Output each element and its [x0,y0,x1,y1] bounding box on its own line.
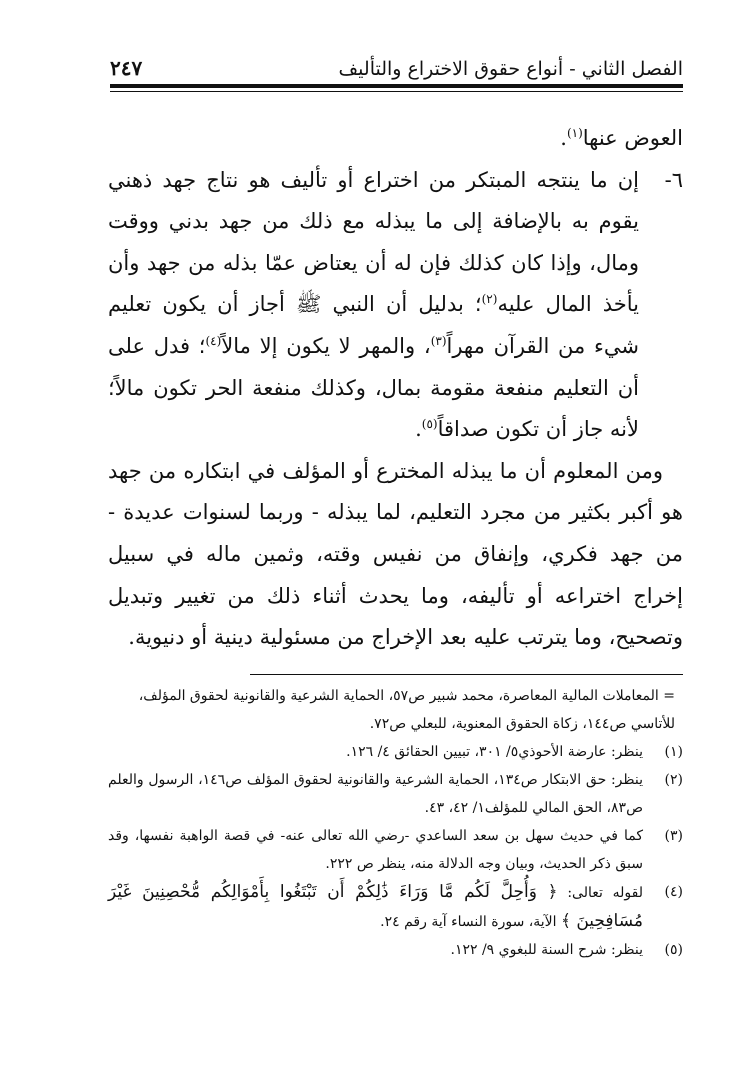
item-text [108,160,639,451]
item-text-a: إن ما ينتجه المبتكر من اختراع أو تأليف هو نتاج جهد ذهني يقوم به بالإضافة إلى ما يبذله مع ذلك من جهد بدني ووقت ومال، وإذا كان كذلك فإن له أن يعتاض عمّا بذله من جهد وأن يأخذ المال عليه [108,167,639,317]
footnote-marker: (٥) [664,942,683,958]
footnote-text: ينظر: عارضة الأحوذي٥/ ٣٠١، تبيين الحقائق ٤/ ١٢٦. [346,744,643,760]
footnote-marker: (٤) [664,884,683,900]
footnote-5 [108,936,683,964]
running-header [110,40,683,80]
footnote-lead: لقوله تعالى: [567,885,643,901]
paragraph-intro [108,118,683,160]
intro-end: . [560,126,567,150]
main-text [108,118,683,659]
footnote-ref-4: (٤) [205,333,222,348]
footnotes [108,682,683,964]
item-number: ٦- [664,167,683,192]
footnote-text: ينظر: حق الابتكار ص١٣٤، الحماية الشرعية والقانونية لحقوق المؤلف ص١٤٦، الرسول والعلم ص٨٣، الحق المالي للمؤلف١/ ٤٢، ٤٣. [108,772,644,816]
footnote-separator [250,674,683,675]
numbered-item-6 [108,160,683,451]
footnote-ref-3: (٣) [430,333,447,348]
footnote-ref-1: (١) [566,126,583,140]
header-rule-thick [110,84,683,88]
quran-verse: ﴿ وَأُحِلَّ لَكُم مَّا وَرَاءَ ذَٰلِكُمْ أَن تَبْتَغُوا بِأَمْوَالِكُم مُّحْصِنِينَ غَيْرَ مُسَافِحِينَ ﴾ [108,882,643,931]
page-number: ٢٤٧ [110,56,143,80]
item-text-e: . [415,417,422,442]
footnote-marker: (١) [664,744,683,760]
footnote-text [108,878,643,936]
header-rule-thin [110,91,683,92]
item-text-d: ؛ فدل على أن التعليم منفعة مقومة بمال، وكذلك منفعة الحر تكون مالاً؛ لأنه جاز أن تكون صداقاً [108,333,639,442]
footnote-ref-2: (٢) [481,292,498,307]
footnote-ref-5: (٥) [421,417,438,432]
item-text-b: ؛ بدليل أن النبي ﷺ أجاز أن يكون تعليم شيء من القرآن مهراً [108,292,639,358]
footnote-marker: (٣) [664,828,683,844]
item-text-c: ، والمهر لا يكون إلا مالاً [221,333,431,358]
footnote-marker: (٢) [664,772,683,788]
footnote-1 [108,738,683,766]
footnote-text: ينظر: شرح السنة للبغوي ٩/ ١٢٢. [450,942,643,958]
intro-text: العوض عنها [582,126,683,150]
footnote-2 [108,766,683,822]
chapter-title: الفصل الثاني - أنواع حقوق الاختراع والتأليف [338,58,683,80]
footnote-text: كما في حديث سهل بن سعد الساعدي -رضي الله تعالى عنه- في قصة الواهبة نفسها، وقد سبق ذكر الحديث، وبيان وجه الدلالة منه، ينظر ص ٢٢٢. [108,828,643,872]
footnote-3 [108,822,683,878]
paragraph-2: ومن المعلوم أن ما يبذله المخترع أو المؤلف في ابتكاره من جهد هو أكبر بكثير من مجرد التعليم، لما يبذله - وربما لسنوات عديدة - من جهد فكري، وإنفاق من نفيس وقته، وثمين ماله في سبيل إخراج اختراعه أو تأليفه، وما يحدث أثناء ذلك من تغيير وتبديل وتصحيح، وما يترتب عليه بعد الإخراج من مسئولية دينية أو دنيوية. [108,458,683,650]
footnote-continuation: = المعاملات المالية المعاصرة، محمد شبير ص٥٧، الحماية الشرعية والقانونية لحقوق المؤلف، للأتاسي ص١٤٤، زكاة الحقوق المعنوية، للبعلي ص٧٢. [138,688,675,732]
footnote-4 [108,878,683,936]
footnote-tail: الآية، سورة النساء آية رقم ٢٤. [380,914,557,930]
